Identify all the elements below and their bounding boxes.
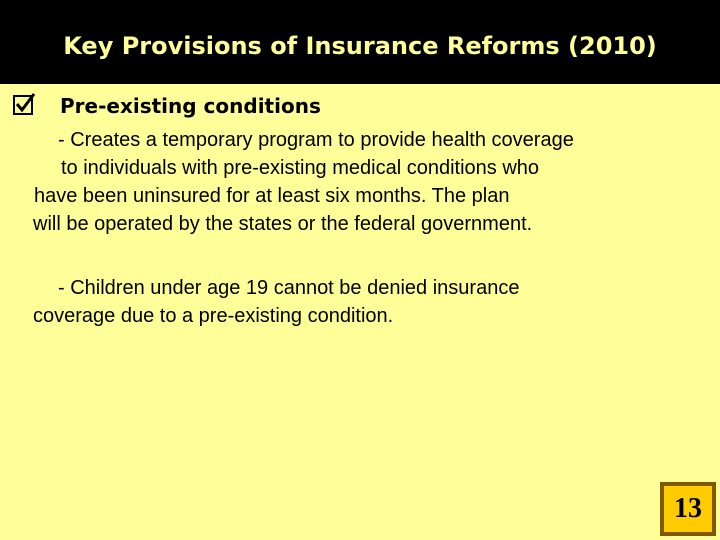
paragraph-line: have been uninsured for at least six months. The plan — [34, 185, 510, 207]
paragraph-line: to individuals with pre-existing medical conditions who — [61, 157, 540, 179]
checkbox-checked-icon — [12, 92, 36, 116]
paragraph-line: - Children under age 19 cannot be denied insurance — [58, 277, 520, 299]
paragraph-line: will be operated by the states or the federal government. — [33, 213, 533, 235]
slide-title: Key Provisions of Insurance Reforms (2010) — [63, 32, 657, 60]
page-number: 13 — [660, 482, 716, 536]
title-bar — [0, 0, 720, 84]
paragraph-line: - Creates a temporary program to provide health coverage — [58, 129, 574, 151]
paragraph-children — [33, 274, 703, 330]
paragraph-line: coverage due to a pre-existing condition. — [33, 305, 394, 327]
section-heading: Pre-existing conditions — [60, 94, 321, 118]
paragraph-temporary-program — [33, 126, 703, 238]
